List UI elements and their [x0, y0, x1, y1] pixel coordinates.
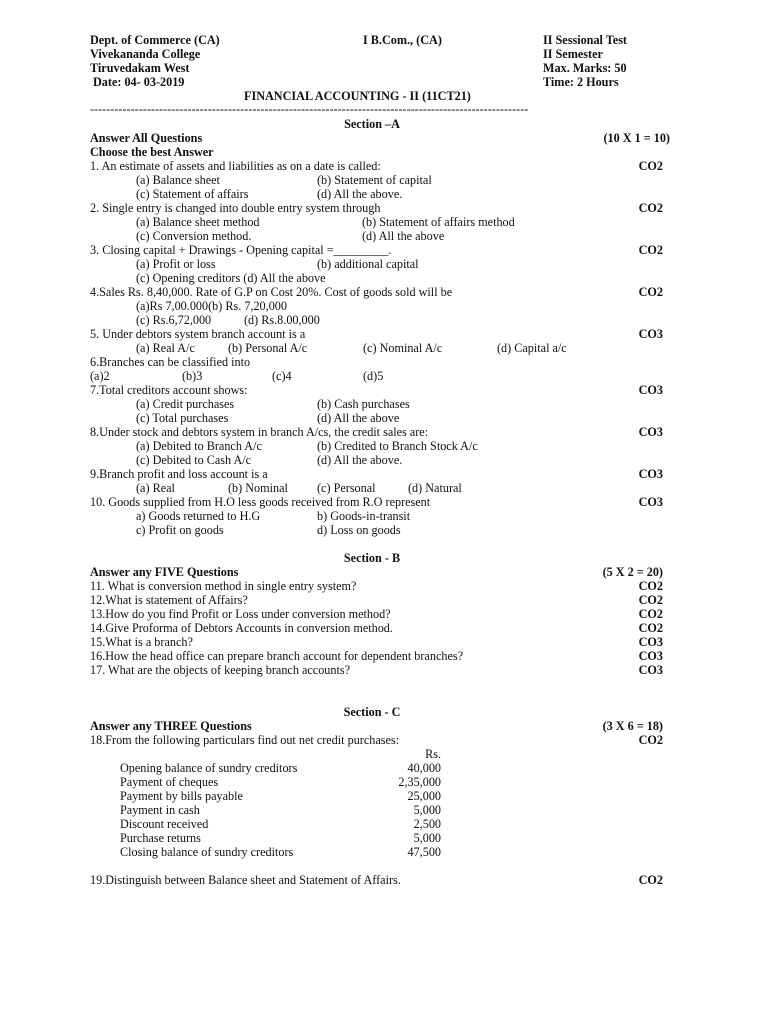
header-divider: ------------------------------------------------------------------------------------------------------------ — [90, 102, 529, 116]
question-10-co: CO3 — [638, 495, 663, 509]
particular-value: 47,500 — [407, 845, 441, 859]
option-2b: (b) Statement of affairs method — [362, 215, 515, 229]
option-1d: (d) All the above. — [317, 187, 403, 201]
option-6a: (a)2 — [90, 369, 110, 383]
section-a-instruction: Answer All Questions — [90, 131, 203, 145]
question-8: 8.Under stock and debtors system in branch A/cs, the credit sales are: — [90, 425, 429, 439]
question-9-co: CO3 — [638, 467, 663, 481]
option-2a: (a) Balance sheet method — [136, 215, 260, 229]
option-6d: (d)5 — [363, 369, 384, 383]
max-marks: Max. Marks: 50 — [543, 61, 627, 75]
option-7c: (c) Total purchases — [136, 411, 229, 425]
question-11: 11. What is conversion method in single entry system? — [90, 579, 357, 593]
option-6b: (b)3 — [182, 369, 203, 383]
option-7a: (a) Credit purchases — [136, 397, 235, 411]
option-6c: (c)4 — [272, 369, 292, 383]
question-17-co: CO3 — [638, 663, 663, 677]
option-9c: (c) Personal — [317, 481, 376, 495]
question-18-co: CO2 — [638, 733, 663, 747]
section-c-title: Section - C — [343, 705, 401, 719]
option-7b: (b) Cash purchases — [317, 397, 410, 411]
section-b-title: Section - B — [343, 551, 401, 565]
option-3cd: (c) Opening creditors (d) All the above — [136, 271, 326, 285]
question-8-co: CO3 — [638, 425, 663, 439]
option-1b: (b) Statement of capital — [317, 173, 432, 187]
option-9d: (d) Natural — [408, 481, 462, 495]
option-5b: (b) Personal A/c — [228, 341, 308, 355]
particular-value: 2,500 — [413, 817, 441, 831]
college-name: Vivekananda College — [90, 47, 201, 61]
question-11-co: CO2 — [638, 579, 663, 593]
question-15: 15.What is a branch? — [90, 635, 193, 649]
option-2c: (c) Conversion method. — [136, 229, 252, 243]
option-5c: (c) Nominal A/c — [363, 341, 443, 355]
option-3b: (b) additional capital — [317, 257, 419, 271]
question-1-co: CO2 — [638, 159, 663, 173]
question-1: 1. An estimate of assets and liabilities as on a date is called: — [90, 159, 381, 173]
particular-value: 2,35,000 — [398, 775, 441, 789]
option-2d: (d) All the above — [362, 229, 445, 243]
option-5d: (d) Capital a/c — [497, 341, 567, 355]
option-1c: (c) Statement of affairs — [136, 187, 249, 201]
section-b-marks: (5 X 2 = 20) — [602, 565, 663, 579]
section-b-instruction: Answer any FIVE Questions — [90, 565, 239, 579]
particular-label: Payment by bills payable — [120, 789, 243, 803]
particular-label: Purchase returns — [120, 831, 201, 845]
dept-name: Dept. of Commerce (CA) — [90, 33, 220, 47]
option-9b: (b) Nominal — [228, 481, 288, 495]
question-13-co: CO2 — [638, 607, 663, 621]
question-16: 16.How the head office can prepare branch account for dependent branches? — [90, 649, 464, 663]
question-4: 4.Sales Rs. 8,40,000. Rate of G.P on Cost 20%. Cost of goods sold will be — [90, 285, 453, 299]
question-5: 5. Under debtors system branch account is a — [90, 327, 306, 341]
question-4-co: CO2 — [638, 285, 663, 299]
option-8c: (c) Debited to Cash A/c — [136, 453, 252, 467]
question-7: 7.Total creditors account shows: — [90, 383, 248, 397]
question-15-co: CO3 — [638, 635, 663, 649]
option-10d: d) Loss on goods — [317, 523, 401, 537]
option-8d: (d) All the above. — [317, 453, 403, 467]
question-3: 3. Closing capital + Drawings - Opening capital =_________. — [90, 243, 392, 257]
option-10a: a) Goods returned to H.G — [136, 509, 261, 523]
particular-label: Payment in cash — [120, 803, 200, 817]
question-12: 12.What is statement of Affairs? — [90, 593, 248, 607]
option-3a: (a) Profit or loss — [136, 257, 216, 271]
question-3-co: CO2 — [638, 243, 663, 257]
question-19: 19.Distinguish between Balance sheet and Statement of Affairs. — [90, 873, 401, 887]
question-2-co: CO2 — [638, 201, 663, 215]
question-16-co: CO3 — [638, 649, 663, 663]
question-14: 14.Give Proforma of Debtors Accounts in conversion method. — [90, 621, 393, 635]
exam-time: Time: 2 Hours — [543, 75, 619, 89]
semester: II Semester — [543, 47, 603, 61]
particular-value: 25,000 — [407, 789, 441, 803]
particular-label: Opening balance of sundry creditors — [120, 761, 298, 775]
option-7d: (d) All the above — [317, 411, 400, 425]
question-10: 10. Goods supplied from H.O less goods received from R.O represent — [90, 495, 431, 509]
exam-date: Date: 04- 03-2019 — [93, 75, 185, 89]
particular-value: 5,000 — [413, 803, 441, 817]
question-19-co: CO2 — [638, 873, 663, 887]
option-5a: (a) Real A/c — [136, 341, 195, 355]
question-5-co: CO3 — [638, 327, 663, 341]
question-12-co: CO2 — [638, 593, 663, 607]
option-4c: (c) Rs.6,72,000 — [136, 313, 212, 327]
option-8a: (a) Debited to Branch A/c — [136, 439, 262, 453]
particular-label: Closing balance of sundry creditors — [120, 845, 294, 859]
question-2: 2. Single entry is changed into double entry system through — [90, 201, 381, 215]
question-17: 17. What are the objects of keeping branch accounts? — [90, 663, 351, 677]
particular-label: Discount received — [120, 817, 209, 831]
question-13: 13.How do you find Profit or Loss under conversion method? — [90, 607, 391, 621]
option-9a: (a) Real — [136, 481, 175, 495]
currency-header: Rs. — [425, 747, 441, 761]
section-a-marks: (10 X 1 = 10) — [603, 131, 670, 145]
question-6: 6.Branches can be classified into — [90, 355, 251, 369]
section-c-instruction: Answer any THREE Questions — [90, 719, 252, 733]
question-7-co: CO3 — [638, 383, 663, 397]
subject-title: FINANCIAL ACCOUNTING - II (11CT21) — [244, 89, 471, 103]
option-4ab: (a)Rs 7,00.000(b) Rs. 7,20,000 — [136, 299, 287, 313]
test-name: II Sessional Test — [543, 33, 627, 47]
section-a-subinstruction: Choose the best Answer — [90, 145, 214, 159]
section-c-marks: (3 X 6 = 18) — [602, 719, 663, 733]
question-18: 18.From the following particulars find out net credit purchases: — [90, 733, 400, 747]
question-9: 9.Branch profit and loss account is a — [90, 467, 268, 481]
option-1a: (a) Balance sheet — [136, 173, 220, 187]
question-14-co: CO2 — [638, 621, 663, 635]
college-place: Tiruvedakam West — [90, 61, 190, 75]
particular-value: 5,000 — [413, 831, 441, 845]
option-10c: c) Profit on goods — [136, 523, 224, 537]
particular-value: 40,000 — [407, 761, 441, 775]
option-10b: b) Goods-in-transit — [317, 509, 411, 523]
particular-label: Payment of cheques — [120, 775, 219, 789]
course-name: I B.Com., (CA) — [363, 33, 442, 47]
option-8b: (b) Credited to Branch Stock A/c — [317, 439, 478, 453]
section-a-title: Section –A — [344, 117, 400, 131]
option-4d: (d) Rs.8.00,000 — [244, 313, 320, 327]
